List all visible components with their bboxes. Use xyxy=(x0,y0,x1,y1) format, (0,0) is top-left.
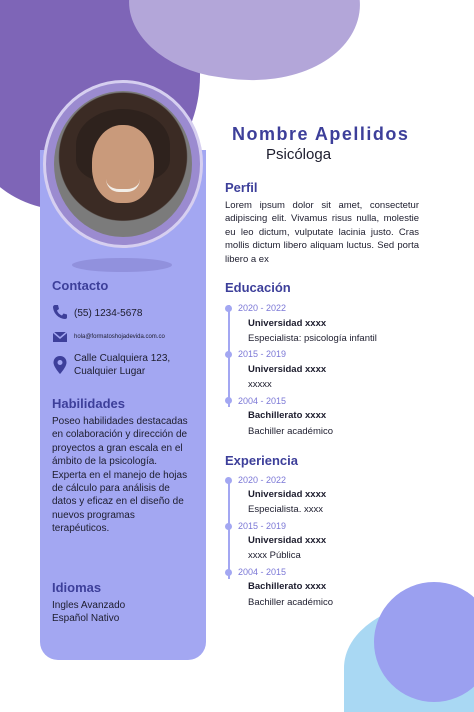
address-line-2: Cualquier Lugar xyxy=(74,366,146,378)
contact-address xyxy=(74,352,170,379)
language-item: Ingles Avanzado xyxy=(52,600,126,611)
contact-title: Contacto xyxy=(52,278,109,293)
email-icon xyxy=(52,330,68,346)
skills-text: Poseo habilidades destacadas en colaboración y dirección de proyectos a gran escala en el ámbito de la psicología. Experta en el manejo de hojas de cálculo para análisis de datos y eficaz en el diseño de nuevos programas terapéuticos. xyxy=(52,416,188,535)
job-title: Psicóloga xyxy=(266,146,332,163)
experience-position: Bachiller académico xyxy=(248,597,334,608)
experience-employer: Bachillerato xxxx xyxy=(248,581,327,592)
experience-title: Experiencia xyxy=(225,453,298,468)
experience-date: 2015 - 2019 xyxy=(238,521,287,531)
education-institution: Universidad xxxx xyxy=(248,318,327,329)
education-degree: Especialista: psicología infantil xyxy=(248,333,377,344)
timeline-dot xyxy=(225,569,232,576)
education-institution: Universidad xxxx xyxy=(248,364,327,375)
education-date: 2015 - 2019 xyxy=(238,349,287,359)
languages-title: Idiomas xyxy=(52,580,102,595)
profile-title: Perfil xyxy=(225,180,258,195)
timeline-dot xyxy=(225,523,232,530)
contact-phone[interactable]: (55) 1234-5678 xyxy=(74,308,143,319)
language-item: Español Nativo xyxy=(52,613,120,624)
education-degree: Bachiller académico xyxy=(248,426,334,437)
skills-title: Habilidades xyxy=(52,396,125,411)
experience-employer: Universidad xxxx xyxy=(248,535,327,546)
full-name: Nombre Apellidos xyxy=(232,124,410,144)
experience-employer: Universidad xxxx xyxy=(248,489,327,500)
timeline-dot xyxy=(225,305,232,312)
experience-date: 2020 - 2022 xyxy=(238,475,287,485)
education-date: 2020 - 2022 xyxy=(238,303,287,313)
experience-date: 2004 - 2015 xyxy=(238,567,287,577)
timeline-dot xyxy=(225,351,232,358)
address-line-1: Calle Cualquiera 123, xyxy=(74,353,171,364)
timeline-dot xyxy=(225,397,232,404)
experience-position: xxxx Pública xyxy=(248,550,301,561)
education-date: 2004 - 2015 xyxy=(238,396,287,406)
education-title: Educación xyxy=(225,280,291,295)
education-degree: xxxxx xyxy=(248,379,272,390)
photo-shadow xyxy=(72,258,172,272)
phone-icon xyxy=(52,304,68,320)
timeline-dot xyxy=(225,477,232,484)
experience-position: Especialista. xxxx xyxy=(248,504,323,515)
profile-photo xyxy=(43,80,203,248)
profile-text: Lorem ipsum dolor sit amet, consectetur adipiscing elit. Vivamus risus nulla, molestie eu leo dictum, vulputate lacinia justo. Cras mollis dictum libero aliquam luctus. Sed porta libero a ex xyxy=(225,200,419,265)
location-pin-icon xyxy=(52,355,68,375)
contact-email[interactable]: hola@formatoshojadevida.com.co xyxy=(74,334,165,340)
education-institution: Bachillerato xxxx xyxy=(248,410,327,421)
